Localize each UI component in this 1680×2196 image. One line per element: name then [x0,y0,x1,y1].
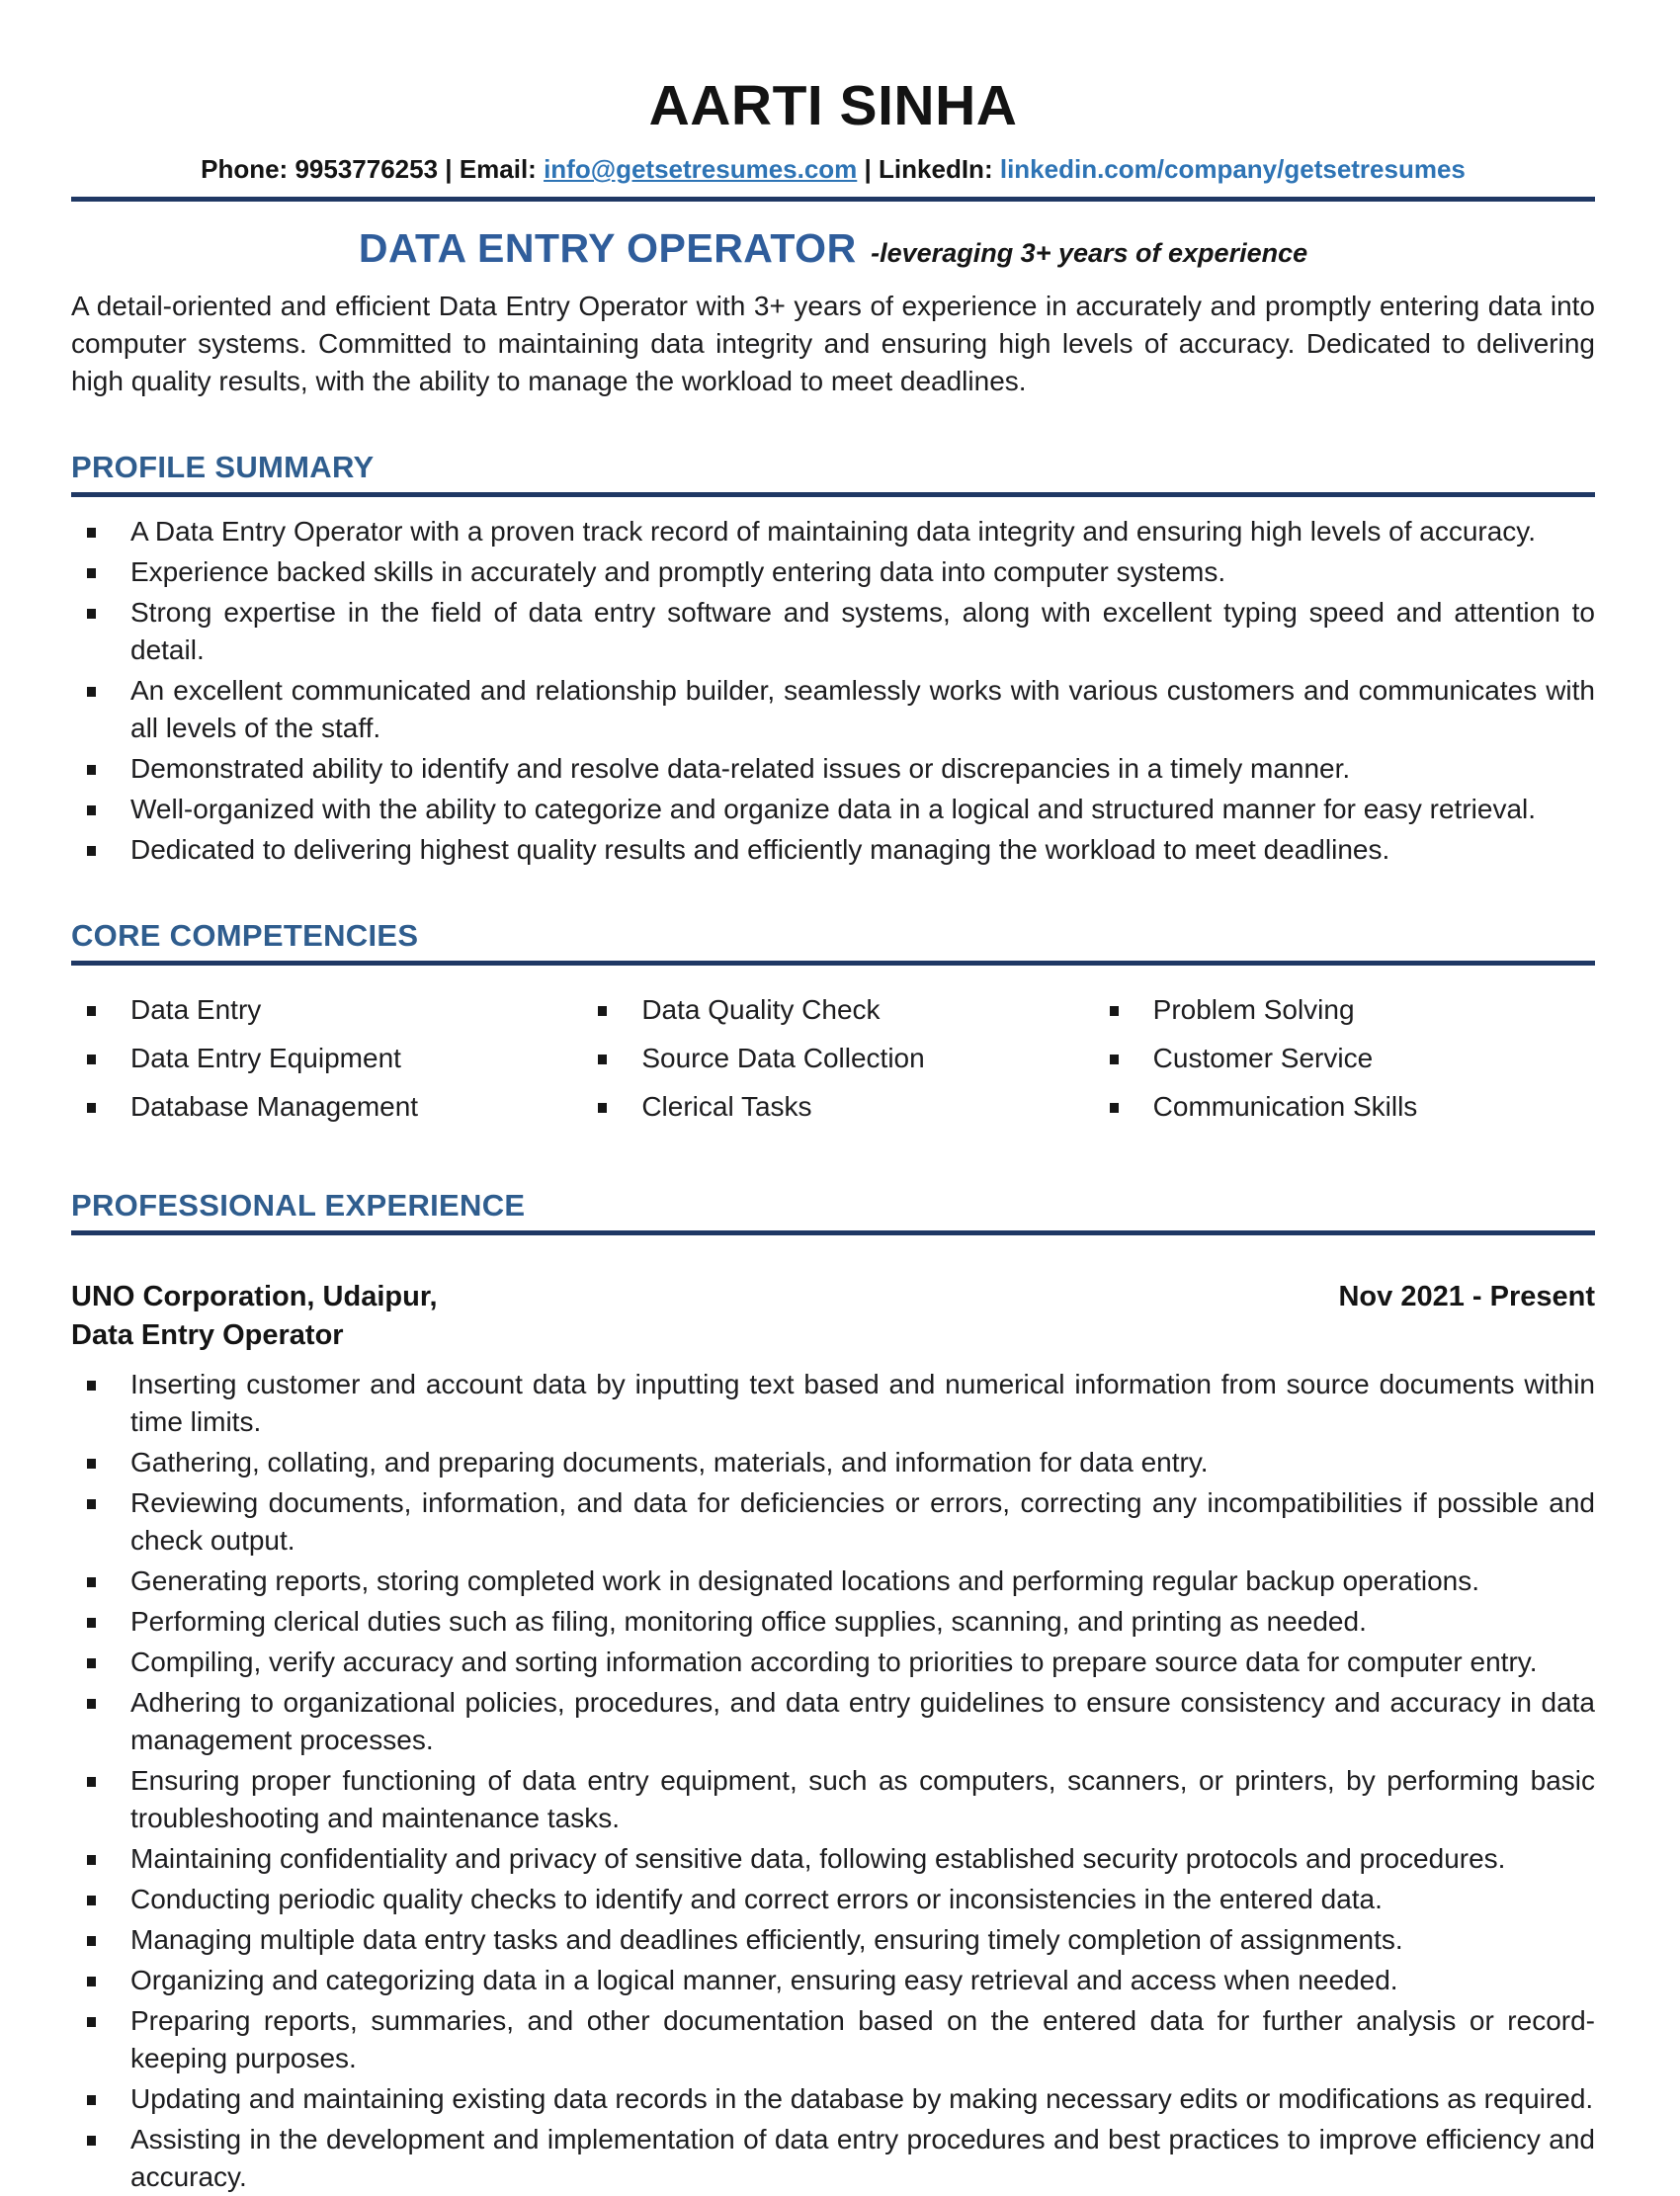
intro-paragraph: A detail-oriented and efficient Data Entry Operator with 3+ years of experience in accurately and promptly entering data into computer systems. Committed to maintaining data integrity and ensuring high levels of accuracy. Dedicated to delivering high quality results, with the ability to manage the workload to meet deadlines. [71,291,1595,396]
linkedin-label: LinkedIn: [879,154,993,184]
competency-label: Database Management [130,1091,419,1122]
list-item-text: A Data Entry Operator with a proven track record of maintaining data integrity and ensuring high levels of accuracy. [130,516,1536,547]
section-heading: CORE COMPETENCIES [71,918,419,953]
list-item-text: Generating reports, storing completed work in designated locations and performing regular backup operations. [130,1565,1479,1596]
competency-label: Source Data Collection [641,1043,925,1073]
list-item-text: Demonstrated ability to identify and resolve data-related issues or discrepancies in a timely manner. [130,753,1351,784]
list-item-text: Organizing and categorizing data in a logical manner, ensuring easy retrieval and access when needed. [130,1965,1398,1995]
list-item-text: Inserting customer and account data by inputting text based and numerical information from source documents within time limits. [130,1369,1595,1437]
bullet-icon [87,1777,96,1787]
list-item-text: Updating and maintaining existing data records in the database by making necessary edits or modifications as required. [130,2083,1594,2114]
competency-label: Data Entry Equipment [130,1043,401,1073]
list-item-text: Managing multiple data entry tasks and deadlines efficiently, ensuring timely completion of assignments. [130,1924,1403,1955]
section-professional-experience [71,1188,1595,2196]
list-item-text: Reviewing documents, information, and data for deficiencies or errors, correcting any incompatibilities if possible and check output. [130,1487,1595,1556]
bullet-icon [87,805,96,815]
list-item-text: Strong expertise in the field of data entry software and systems, along with excellent typing speed and attention to detail. [130,597,1595,665]
bullet-icon [598,1006,607,1016]
competencies-column-3 [1094,993,1595,1139]
list-item [71,1042,572,1075]
job-duties-list [71,1366,1595,2196]
list-item [71,513,1595,550]
section-core-competencies [71,918,1595,1139]
phone-number: 9953776253 [294,154,439,184]
list-item [71,1366,1595,1441]
list-item-text: Compiling, verify accuracy and sorting information according to priorities to prepare source data for computer entry. [130,1647,1538,1677]
list-item-text: Performing clerical duties such as filing, monitoring office supplies, scanning, and printing as needed. [130,1606,1367,1637]
competency-label: Communication Skills [1152,1091,1418,1122]
section-divider [71,492,1595,497]
list-item [71,1921,1595,1959]
list-item [71,2121,1595,2196]
job-dates: Nov 2021 - Present [1338,1281,1595,1312]
list-item-text: Assisting in the development and implementation of data entry procedures and best practices to improve efficiency and accuracy. [130,2124,1595,2192]
list-item [71,1644,1595,1681]
list-item [71,1840,1595,1878]
list-item [71,1762,1595,1837]
competency-label: Data Quality Check [641,994,881,1025]
list-item-text: Preparing reports, summaries, and other documentation based on the entered data for further analysis or record-keeping purposes. [130,2005,1595,2073]
list-item-text: Maintaining confidentiality and privacy of sensitive data, following established security protocols and procedures. [130,1843,1506,1874]
bullet-icon [1110,1103,1119,1113]
section-profile-summary [71,450,1595,869]
list-item-text: Dedicated to delivering highest quality results and efficiently managing the workload to meet deadlines. [130,834,1390,865]
list-item [71,993,572,1027]
list-item [582,993,1083,1027]
list-item [71,1962,1595,1999]
role-title-line [71,225,1595,272]
list-item [71,1444,1595,1481]
list-item-text: Adhering to organizational policies, procedures, and data entry guidelines to ensure consistency and accuracy in data management processes. [130,1687,1595,1755]
bullet-icon [87,765,96,775]
bullet-icon [87,1459,96,1469]
bullet-icon [87,1699,96,1709]
list-item [71,2002,1595,2077]
bullet-icon [87,1006,96,1016]
list-item [71,1090,572,1124]
list-item [71,2080,1595,2118]
list-item-text: An excellent communicated and relationship builder, seamlessly works with various customers and communicates with all levels of the staff. [130,675,1595,743]
list-item-text: Ensuring proper functioning of data entry equipment, such as computers, scanners, or printers, by performing basic troubleshooting and maintenance tasks. [130,1765,1595,1833]
competencies-column-1 [71,993,572,1139]
bullet-icon [598,1055,607,1064]
list-item [1094,1042,1595,1075]
list-item [71,1603,1595,1641]
bullet-icon [87,2095,96,2105]
job-entry [71,1281,1595,2196]
list-item [71,1684,1595,1759]
list-item [71,1881,1595,1918]
header-divider [71,197,1595,202]
list-item-text: Experience backed skills in accurately and promptly entering data into computer systems. [130,556,1226,587]
section-divider [71,961,1595,966]
job-role: Data Entry Operator [71,1319,344,1351]
bullet-icon [87,1103,96,1113]
bullet-icon [87,528,96,538]
person-name: AARTI SINHA [648,74,1018,137]
bullet-icon [87,609,96,619]
bullet-icon [87,2136,96,2146]
phone-label: Phone: [201,154,289,184]
bullet-icon [87,1977,96,1986]
profile-summary-list [71,513,1595,869]
list-item [71,831,1595,869]
bullet-icon [598,1103,607,1113]
list-item [582,1090,1083,1124]
competency-label: Problem Solving [1152,994,1355,1025]
email-label: Email: [459,154,537,184]
list-item [71,750,1595,788]
email-link[interactable]: info@getsetresumes.com [544,154,858,184]
job-header [71,1281,1595,1313]
competency-label: Clerical Tasks [641,1091,812,1122]
bullet-icon [87,2017,96,2027]
bullet-icon [87,846,96,856]
list-item-text: Conducting periodic quality checks to identify and correct errors or inconsistencies in the entered data. [130,1884,1383,1914]
bullet-icon [87,1618,96,1628]
list-item [582,1042,1083,1075]
list-item [71,1484,1595,1560]
competency-label: Customer Service [1152,1043,1374,1073]
competency-label: Data Entry [130,994,262,1025]
job-company: UNO Corporation, Udaipur, [71,1281,438,1312]
divider: | [445,154,453,184]
linkedin-link[interactable]: linkedin.com/company/getsetresumes [999,154,1466,184]
bullet-icon [87,1855,96,1865]
list-item [71,594,1595,669]
bullet-icon [87,1936,96,1946]
list-item-text: Gathering, collating, and preparing documents, materials, and information for data entry. [130,1447,1209,1478]
bullet-icon [87,1896,96,1905]
section-divider [71,1230,1595,1235]
bullet-icon [1110,1055,1119,1064]
list-item [1094,1090,1595,1124]
list-item [71,791,1595,828]
competencies-grid [71,993,1595,1139]
bullet-icon [87,1658,96,1668]
role-tagline: -leveraging 3+ years of experience [871,238,1308,268]
divider: | [864,154,872,184]
bullet-icon [87,1381,96,1391]
section-heading: PROFILE SUMMARY [71,450,375,484]
list-item [71,553,1595,591]
contact-line [71,154,1595,185]
competencies-column-2 [582,993,1083,1139]
bullet-icon [87,1055,96,1064]
bullet-icon [87,568,96,578]
section-heading: PROFESSIONAL EXPERIENCE [71,1188,526,1223]
bullet-icon [1110,1006,1119,1016]
list-item [71,1563,1595,1600]
list-item [1094,993,1595,1027]
bullet-icon [87,1577,96,1587]
list-item [71,672,1595,747]
list-item-text: Well-organized with the ability to categorize and organize data in a logical and structured manner for easy retrieval. [130,794,1537,824]
role-title: DATA ENTRY OPERATOR [358,225,857,271]
bullet-icon [87,1499,96,1509]
bullet-icon [87,687,96,697]
